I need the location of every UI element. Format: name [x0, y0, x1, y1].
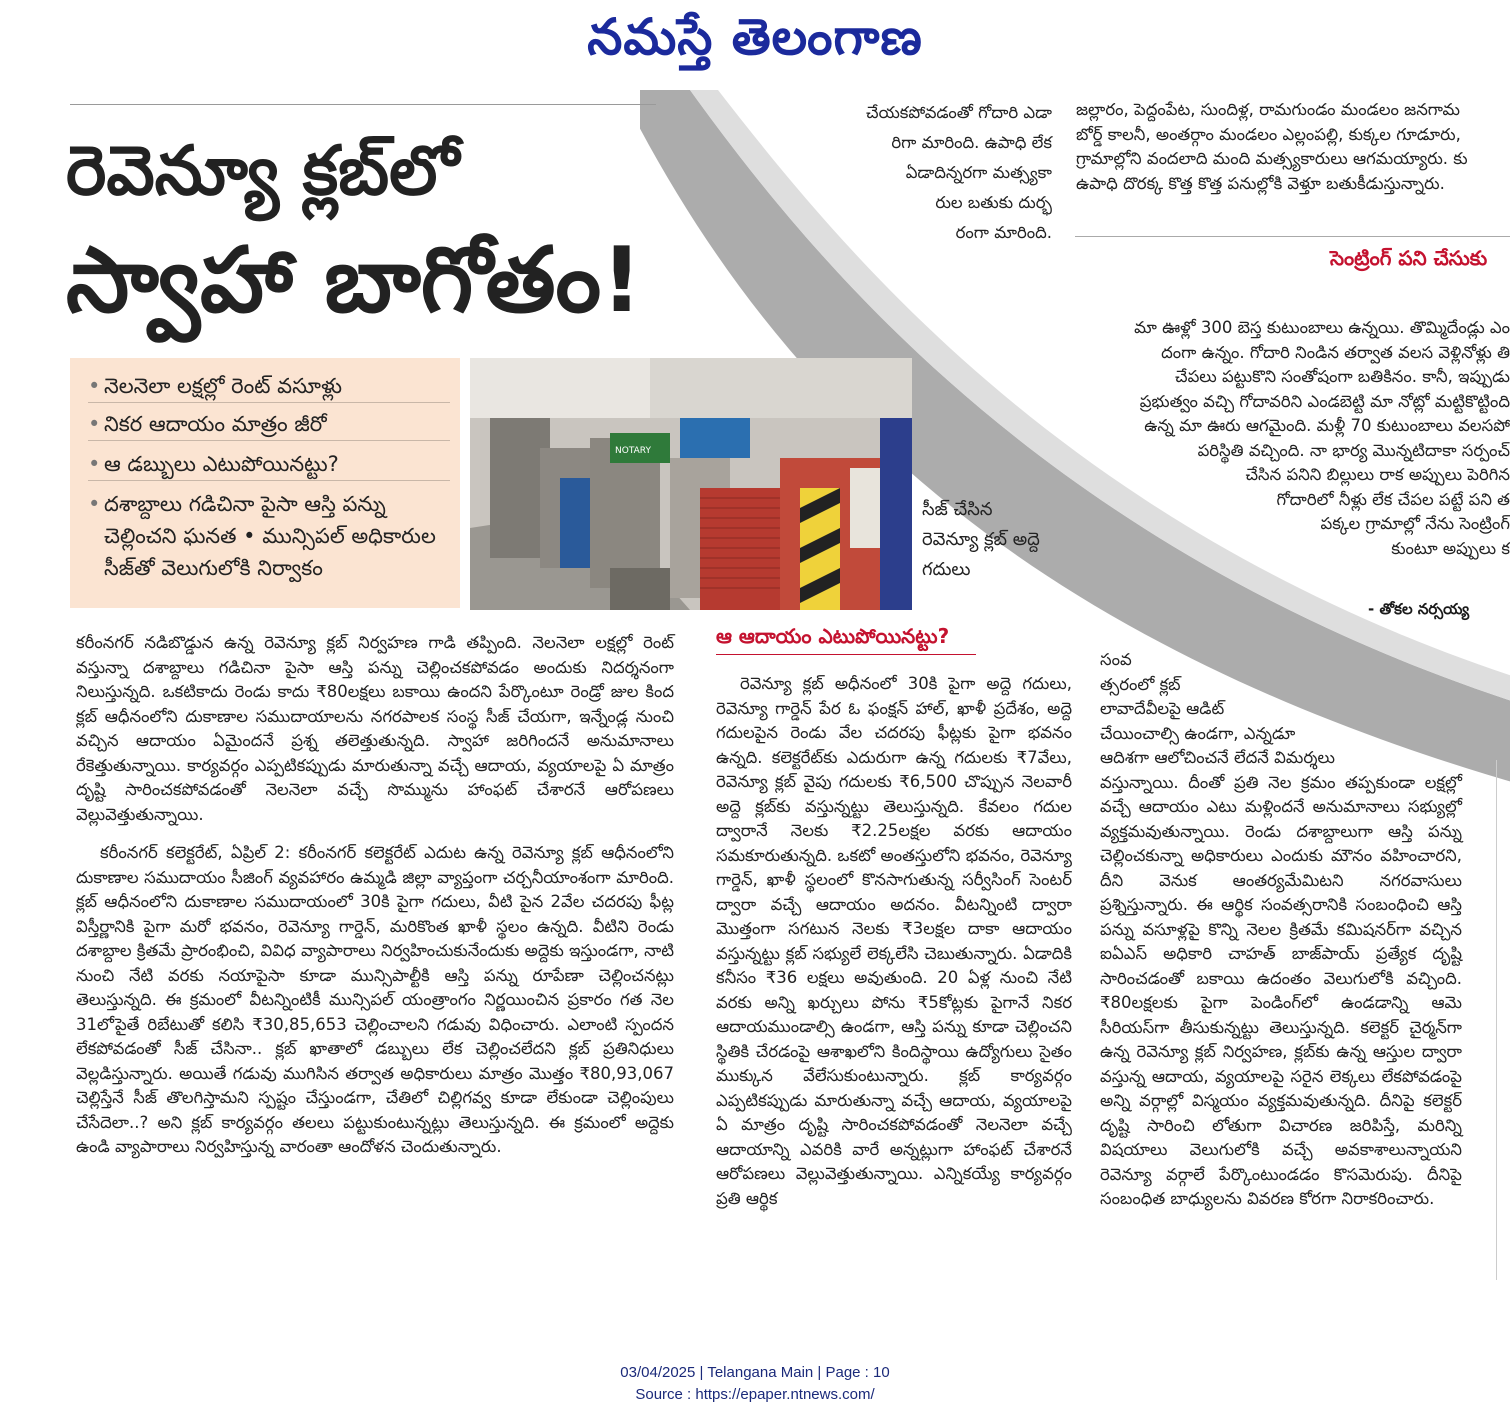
quote-line: చేసిన పనిని బిల్లులు రాక అప్పులు పెరిగిన [1245, 465, 1510, 484]
article-column-2: రెవెన్యూ క్లబ్ అధీనంలో 30కి పైగా అద్దె గదులు, రెవెన్యూ గార్డెన్ పేర ఓ ఫంక్షన్ హాల్, ఖాళీ ప్రదేశం, అద్దె గదులపైన రెండు వేల చదరపు ఫీట్లకు పైగా భవనం ఉన్నది. కలెక్టరేట్‌కు ఎదురుగా ఉన్న గదులకు ₹7వేలు, రెవెన్యూ క్లబ్ వైపు గదులకు ₹6,500 చొప్పున నెలవారీ అద్దె క్లబ్‌కు వస్తున్నట్టు తెలుస్తున్నది. కేవలం గదుల ద్వారానే నెలకు ₹2.25లక్షల వరకు ఆదాయం సమకూరుతున్నది. ఒకటో అంతస్తులోని భవనం, రెవెన్యూ గార్డెన్, ఖాళీ స్థలంలో కొనసాగుతున్న సర్వీసింగ్ సెంటర్ ద్వారా వచ్చే ఆదాయం అదనం. వీటన్నింటి ద్వారా మొత్తంగా సగటున నెలకు ₹3లక్షల దాకా ఆదాయం వస్తున్నట్టు క్లబ్ సభ్యులే లెక్కలేసి చెబుతున్నారు. ఏడాదికి కనీసం ₹36 లక్షలు అవుతుంది. 20 ఏళ్ల నుంచి నేటి వరకు అన్ని ఖర్చులు పోను ₹5కోట్లకు పైగానే నికర ఆదాయముండాల్సి ఉండగా, ఆస్తి పన్ను కూడా చెల్లించని స్థితికి చేరడంపై ఆశాఖలోని కిందిస్థాయి ఉద్యోగులు సైతం ముక్కున వేలేసుకుంటున్నారు. క్లబ్ కార్యవర్గం ఎప్పటికప్పుడు మారుతున్నా వచ్చే ఆదాయ, వ్యయాలపై ఏ మాత్రం దృష్టి సారించకపోవడంతో నెలనెలా వచ్చే ఆదాయాన్ని ఎవరికి వారే అన్నట్లుగా హాంఫట్ చేశారనే ఆరోపణలు వెల్లువెత్తుతున్నాయి. ఎన్నికయ్యే కార్యవర్గం ప్రతి ఆర్థిక [716, 674, 1072, 1208]
text-line: జల్లారం, పెద్దంపేట, సుందిళ్ల, రామగుండం మండలం జనగామ [1076, 100, 1460, 119]
quote-line: గోదారిలో నీళ్లు లేక చేపల పట్టే పని త [1276, 489, 1510, 509]
sidebar-subheading: సెంట్రింగ్ పని చేసుకు [1330, 246, 1488, 270]
quote-line: ఉన్న మా ఊరు ఆగమైంది. మళ్లీ 70 కుటుంబాలు వలసపో [1144, 416, 1510, 435]
column-divider [1496, 760, 1497, 1280]
section-rule [1075, 236, 1510, 237]
article-column-1 [76, 631, 674, 1160]
footer-source[interactable]: Source : https://epaper.ntnews.com/ [635, 1386, 875, 1403]
highlight-item: • దశాబ్దాలు గడిచినా పైసా ఆస్తి పన్ను చెల్లించని ఘనత • మున్సిపల్ అధికారుల సీజ్‌తో వెలుగులోకి నిర్వాకం [88, 488, 450, 584]
text-line: బోర్డ్ కాలనీ, అంతర్గాం మండలం ఎల్లంపల్లి, కుక్కల గూడూరు, [1076, 124, 1461, 144]
highlight-item: • నికర ఆదాయం మాత్రం జీరో [88, 408, 450, 441]
quote-line: పరిస్థితి వచ్చింది. నా భార్య మొన్నటిదాకా సర్పంచ్ [1197, 440, 1510, 460]
text-line: సంవ [1100, 650, 1132, 669]
text-line: రుల బతుకు దుర్భ [935, 193, 1052, 212]
text-line: త్సరంలో క్లబ్ [1100, 674, 1181, 694]
body-paragraph: వస్తున్నాయి. దీంతో ప్రతి నెల క్రమం తప్పకుండా లక్షల్లో వచ్చే ఆదాయం ఎటు మళ్లిందనే అనుమానాలు సభ్యుల్లో వ్యక్తమవుతున్నాయి. రెండు దశాబ్దాలుగా ఆస్తి పన్ను చెల్లించకున్నా అధికారులు ఎందుకు మౌనం వహించారని, దీని వెనుక ఆంతర్యమేమిటని నగరవాసులు ప్రశ్నిస్తున్నారు. ఈ ఆర్థిక సంవత్సరానికి సంబంధించి ఆస్తి పన్ను వసూళ్లపై కొన్ని నెలల క్రితమే కమిషనర్‌గా వచ్చిన ఐఏఎస్ అధికారి చాహత్ బాజ్‌పాయ్ ప్రత్యేక దృష్టి సారించడంతో బకాయి ఉదంతం వెలుగులోకి వచ్చింది. ₹80లక్షలకు పైగా పెండింగ్‌లో ఉండడాన్ని ఆమె సీరియస్‌గా తీసుకున్నట్టు తెలుస్తున్నది. కలెక్టర్ చైర్మన్‌గా ఉన్న రెవెన్యూ క్లబ్ నిర్వహణ, క్లబ్‌కు ఉన్న ఆస్తుల ద్వారా వస్తున్న ఆదాయ, వ్యయాలపై సరైన లెక్కలు లేకపోవడంపై అన్ని వర్గాల్లో విస్మయం వ్యక్తమవుతున్నది. దీనిపై కలెక్టర్ దృష్టి సారించి లోతుగా విచారణ జరిపిస్తే, మరిన్ని విషయాలు వెలుగులోకి వచ్చే అవకాశాలున్నాయని రెవెన్యూ వర్గాలే పేర్కొంటుండడం కొసమెరుపు. దీనిపై సంబంధిత బాధ్యులను వివరణ కోరగా నిరాకరించారు. [1100, 772, 1462, 1208]
highlight-item: • ఆ డబ్బులు ఎటుపోయినట్టు? [88, 448, 450, 481]
text-line: ఉపాధి దొరక్క కొత్త కొత్త పనుల్లోకి వెళ్తూ బతుకీడుస్తున్నారు. [1076, 173, 1445, 193]
article-subheading: ఆ ఆదాయం ఎటుపోయినట్టు? [716, 624, 950, 648]
photo-caption: సీజ్ చేసిన రెవెన్యూ క్లబ్ అద్దె గదులు [922, 499, 1040, 580]
text-line: రంగా మారింది. [955, 223, 1052, 242]
quote-line: చేపలు పట్టుకొని సంతోషంగా బతికినం. కానీ, ఇప్పుడు [1175, 367, 1510, 386]
quote-line: ప్రభుత్వం వచ్చి గోదావరిని ఎండబెట్టి మా నోట్లో మట్టికొట్టింది [1139, 391, 1510, 411]
text-line: రిగా మారింది. ఉపాధి లేక [891, 133, 1052, 152]
masthead: నమస్తే తెలంగాణ [587, 8, 923, 66]
text-line: ఆదిశగా ఆలోచించనే లేదనే విమర్శలు [1100, 748, 1335, 767]
subheading-underline [716, 654, 976, 655]
top-rule [70, 104, 656, 105]
headline-line-1: రెవెన్యూ క్లబ్‌లో [66, 132, 460, 211]
quote-line: మా ఊళ్లో 300 బెస్త కుటుంబాలు ఉన్నయి. తొమ్మిదేండ్లు ఎం [1134, 318, 1510, 337]
text-line: చేయకపోవడంతో గోదారి ఎడా [866, 103, 1052, 122]
quote-line: దంగా ఉన్నం. గోదారి నిండిన తర్వాత వలస వెళ్లినోళ్లు తి [1161, 342, 1510, 362]
photo-sign-text: NOTARY [615, 446, 651, 456]
highlight-item: • నెలనెలా లక్షల్లో రెంట్ వసూళ్లు [88, 370, 450, 403]
headline-line-2: స్వాహా బాగోతం! [66, 228, 643, 333]
text-line: లావాదేవీలపై ఆడిట్ [1100, 699, 1225, 718]
continued-column-top [820, 98, 1052, 248]
lead-paragraph: కరీంనగర్ నడిబొడ్డున ఉన్న రెవెన్యూ క్లబ్ నిర్వహణ గాడి తప్పింది. నెలనెలా లక్షల్లో రెంట్ వస్తున్నా దశాబ్దాలు గడిచినా పైసా ఆస్తి పన్ను చెల్లించకపోవడం అందుకు నిదర్శనంగా నిలుస్తున్నది. ఒకటికాదు రెండు కాదు ₹80లక్షలు బకాయి ఉందని పేర్కొంటూ రెండ్రో జుల కింద క్లబ్ ఆధీనంలోని దుకాణాల సముదాయాలను నగరపాలక సంస్థ సీజ్ చేయగా, ఇన్నేండ్ల నుంచి వచ్చిన ఆదాయం ఏమైందనే ప్రశ్న తలెత్తుతున్నది. స్వాహా జరిగిందనే అనుమానాలు రేకెత్తుతున్నాయి. కార్యవర్గం ఎప్పటికప్పుడు మారుతున్నా వచ్చే ఆదాయ, వ్యయాలపై ఏ మాత్రం దృష్టి సారించకపోవడంతో నెలనెలా వచ్చే సొమ్మును హాంఫట్ చేశారనే ఆరోపణలు వెల్లువెత్తుతున్నాయి. [76, 633, 674, 824]
quote-line: పక్కల గ్రామాల్లో నేను సెంట్రింగ్ [1320, 514, 1510, 533]
text-line: గ్రామాల్లోని వందలాది మంది మత్స్యకారులు ఆగమయ్యారు. కు [1076, 149, 1468, 168]
quote-box [1092, 316, 1510, 561]
news-photo [470, 358, 912, 610]
footer-edition: 03/04/2025 | Telangana Main | Page : 10 [620, 1364, 890, 1381]
article-column-3 [1100, 648, 1462, 1212]
highlights-box [70, 358, 460, 608]
continued-column-right [1076, 98, 1510, 196]
text-line: ఏడాదిన్నరగా మత్స్యకా [905, 163, 1052, 182]
text-line: చేయించాల్సి ఉండగా, ఎన్నడూ [1100, 723, 1296, 743]
quote-line: కుంటూ అప్పులు క [1391, 538, 1510, 558]
quote-signature: - తోకల నర్సయ్య [1368, 600, 1470, 618]
body-paragraph: కరీంనగర్ కలెక్టరేట్, ఏప్రిల్ 2: కరీంనగర్ కలెక్టరేట్ ఎదుట ఉన్న రెవెన్యూ క్లబ్ ఆధీనంలోని దుకాణాల సముదాయం సీజింగ్ వ్యవహారం ఉమ్మడి జిల్లా వ్యాప్తంగా చర్చనీయాంశంగా మారింది. క్లబ్ ఆధీనంలోని దుకాణాల సముదాయంలో 30కి పైగా గదులు, వీటి పైన 2వేల చదరపు ఫీట్ల విస్తీర్ణానికి పైగా మరో భవనం, రెవెన్యూ గార్డెన్, మరికొంత ఖాళీ స్థలం ఉన్నది. వీటిని రెండు దశాబ్దాల క్రితమే ప్రారంభించి, వివిధ వ్యాపారాలు నిర్వహించుకునేందుకు అద్దెకు ఇస్తుండగా, నాటి నుంచి నేటి వరకు నయాపైసా కూడా మున్సిపాల్టీకి ఆస్తి పన్ను రూపేణా చెల్లించనట్లు తెలుస్తున్నది. ఈ క్రమంలో వీటన్నింటికీ మున్సిపల్ యంత్రాంగం నిర్ణయించిన ప్రకారం గత నెల 31లోపైతే రిబేటుతో కలిసి ₹30,85,653 చెల్లించాలని గడువు విధించారు. ఎలాంటి స్పందన లేకపోవడంతో సీజ్ చేసినా.. క్లబ్ ఖాతాలో డబ్బులు లేక చెల్లించలేదని క్లబ్ ప్రతినిధులు వెల్లడిస్తున్నారు. అయితే గడువు ముగిసిన తర్వాత అధికారులు మాత్రం మొత్తం ₹80,93,067 చెల్లిస్తేనే సీజ్ తొలగిస్తామని స్పష్టం చేస్తుండగా, చేతిలో చిల్లిగవ్వ కూడా లేకుండా చెల్లింపులు చేసేదెలా..? అని క్లబ్ కార్యవర్గం తలలు పట్టుకుంటున్నట్లు తెలుస్తున్నది. ఈ క్రమంలో అద్దెకు ఉండి వ్యాపారాలు నిర్వహిస్తున్న వారంతా ఆందోళన చెందుతున్నారు. [76, 843, 674, 1156]
